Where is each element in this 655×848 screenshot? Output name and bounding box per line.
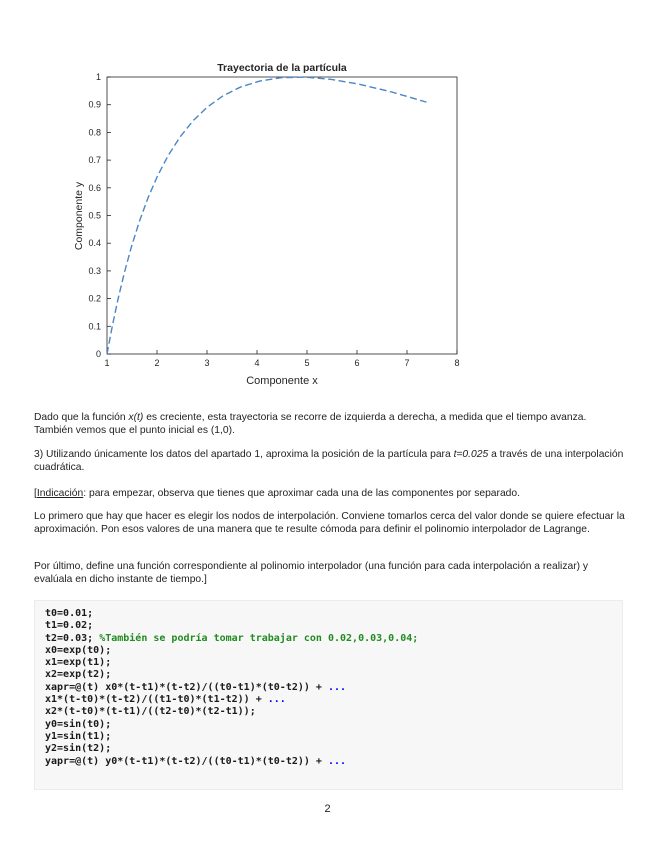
x-tick-label: 1 [104, 358, 110, 368]
code-comment: %También se podría tomar trabajar con 0.02,0.03,0.04; [99, 632, 419, 644]
x-tick-label: 3 [204, 358, 210, 368]
line-continuation: ... [267, 694, 286, 706]
paragraph-nodes: Lo primero que hay que hacer es elegir los nodos de interpolación. Conviene tomarlos cerca del valor donde se quiere efectuar la aproximación. Pon esos valores de una manera que te resulte cómoda para definir el polinomio interpolador de Lagrange. [34, 511, 625, 535]
y-tick-label: 0.9 [88, 99, 101, 110]
code-line: x2*(t-t0)*(t-t1)/((t2-t0)*(t2-t1)); [45, 706, 256, 718]
code-line: t2=0.03; %También se podría tomar trabajar con 0.02,0.03,0.04; [45, 632, 419, 644]
code-line: y1=sin(t1); [45, 730, 112, 742]
code-line: x1*(t-t0)*(t-t2)/((t1-t0)*(t1-t2)) + ... [45, 694, 286, 706]
code-line: y0=sin(t0); [45, 718, 112, 730]
code-line: xapr=@(t) x0*(t-t1)*(t-t2)/((t0-t1)*(t0-t2)) + ... [45, 681, 347, 693]
y-tick-label: 0.8 [88, 127, 101, 138]
page-number: 2 [324, 803, 331, 815]
paragraph-exercise-3: 3) Utilizando únicamente los datos del apartado 1, aproxima la posición de la partícula para t=0.025 a través de una interpolación cuadrática. [34, 449, 624, 473]
code-line: y2=sin(t2); [45, 743, 112, 755]
y-tick-label: 0 [95, 349, 101, 359]
y-tick-label: 0.7 [88, 155, 101, 166]
y-tick-label: 0.6 [88, 182, 101, 193]
y-axis-label: Componente y [73, 181, 85, 251]
plot-area [107, 77, 457, 354]
x-tick-label: 2 [154, 358, 160, 368]
code-line: yapr=@(t) y0*(t-t1)*(t-t2)/((t0-t1)*(t0-t2)) + ... [45, 755, 347, 767]
code-line: t1=0.02; [45, 620, 94, 632]
trajectory-chart [62, 56, 472, 396]
line-continuation: ... [327, 681, 347, 693]
y-tick-label: 0.4 [88, 238, 101, 249]
y-tick-label: 0.2 [88, 293, 101, 304]
x-tick-label: 4 [254, 358, 260, 368]
y-tick-label: 1 [95, 72, 101, 82]
chart-title: Trayectoria de la partícula [217, 62, 347, 74]
y-tick-label: 0.5 [88, 210, 101, 221]
x-tick-label: 6 [354, 358, 360, 368]
code-line: x0=exp(t0); [45, 644, 112, 656]
paragraph-trajectory: Dado que la función x(t) es creciente, esta trayectoria se recorre de izquierda a derecha, a medida que el tiempo avanza. También vemos que el punto inicial es (1,0). [34, 412, 587, 436]
paragraph-final: Por último, define una función correspondiente al polinomio interpolador (una función para cada interpolación a realizar) y evalúala en dicho instante de tiempo.] [34, 561, 589, 585]
line-continuation: ... [327, 755, 347, 767]
code-line: t0=0.01; [45, 608, 94, 619]
y-tick-label: 0.3 [88, 265, 101, 276]
x-tick-label: 5 [304, 358, 310, 368]
code-line: x2=exp(t2); [45, 669, 112, 681]
paragraph-hint: [Indicación: para empezar, observa que tienes que aproximar cada una de las componentes por separado. [34, 488, 520, 499]
y-tick-label: 0.1 [88, 321, 101, 332]
x-tick-label: 7 [404, 358, 410, 368]
code-line: x1=exp(t1); [45, 657, 112, 669]
code-block [34, 600, 623, 790]
x-tick-label: 8 [454, 358, 460, 368]
x-axis-label: Componente x [246, 375, 318, 387]
